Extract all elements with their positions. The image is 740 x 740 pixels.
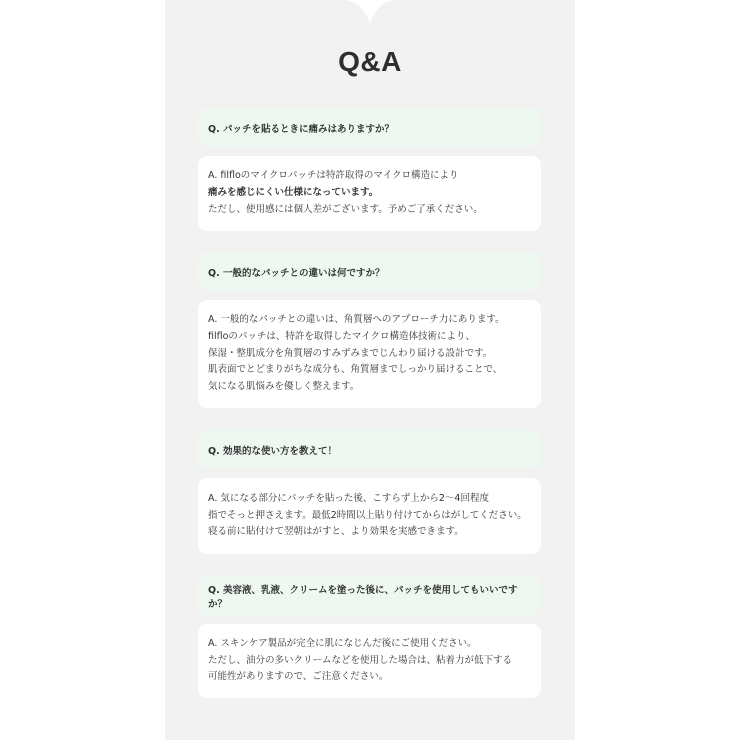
answer-line: 気になる肌悩みを優しく整えます。 [208, 381, 360, 393]
answer-line: A. filfloのマイクロパッチは特許取得のマイクロ構造により [208, 170, 459, 182]
answer-line: 保湿・整肌成分を角質層のすみずみまでじんわり届ける設計です。 [208, 347, 493, 359]
answer-line-emphasis: 痛みを感じにくい仕様になっています。 [208, 187, 379, 199]
answer-line: 肌表面でとどまりがちな成分も、角質層までしっかり届けることで、 [208, 364, 503, 376]
faq-question-3: Q. 効果的な使い方を教えて！ [198, 430, 541, 469]
faq-question-4: Q. 美容液、乳液、クリームを塗った後に、パッチを使用してもいいですか？ [198, 576, 541, 615]
heart-notch-decoration [165, 0, 575, 30]
faq-answer-1 [198, 156, 541, 231]
answer-line: 可能性がありますので、ご注意ください。 [208, 671, 389, 683]
answer-line: 寝る前に貼付けて翌朝はがすと、より効果を実感できます。 [208, 526, 464, 538]
answer-line: ただし、使用感には個人差がございます。予めご了承ください。 [208, 203, 483, 215]
answer-line: filfloのパッチは、特許を取得したマイクロ構造体技術により、 [208, 330, 476, 342]
answer-line: ただし、油分の多いクリームなどを使用した場合は、粘着力が低下する [208, 654, 513, 666]
faq-question-1: Q. パッチを貼るときに痛みはありますか？ [198, 108, 541, 147]
faq-answer-3 [198, 478, 541, 554]
faq-answer-4 [198, 624, 541, 698]
answer-line: A. スキンケア製品が完全に肌になじんだ後にご使用ください。 [208, 637, 477, 649]
page-title: Q&A [338, 46, 402, 77]
qa-panel [165, 0, 575, 740]
answer-line: A. 気になる部分にパッチを貼った後、こすらず上から2〜4回程度 [208, 492, 489, 504]
faq-answer-2 [198, 300, 541, 408]
faq-question-2: Q. 一般的なパッチとの違いは何ですか？ [198, 252, 541, 291]
answer-line: 指でそっと押さえます。最低2時間以上貼り付けてからはがしてください。 [208, 509, 527, 521]
answer-line: A. 一般的なパッチとの違いは、角質層へのアプローチ力にあります。 [208, 314, 505, 325]
